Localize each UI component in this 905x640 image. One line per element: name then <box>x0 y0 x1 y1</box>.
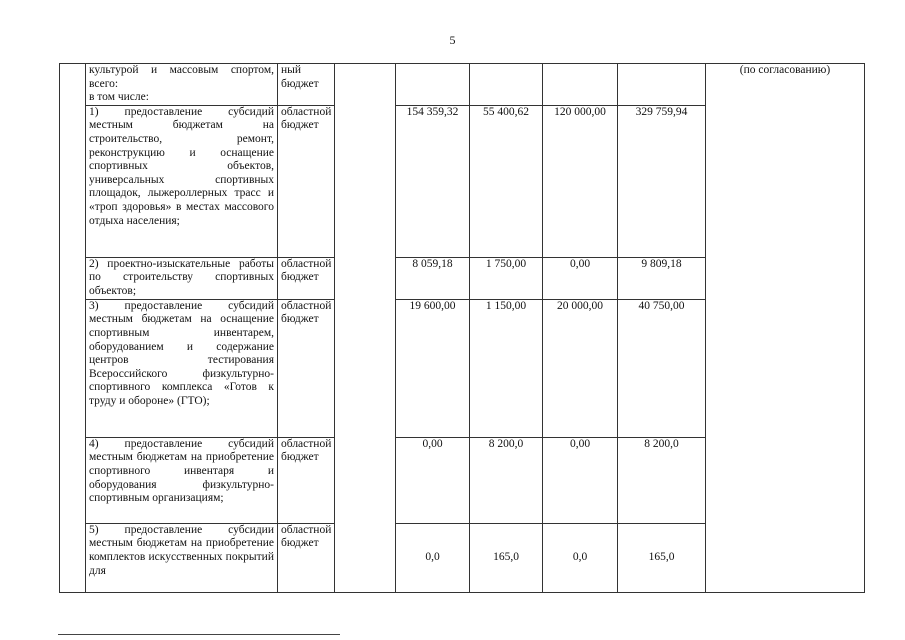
row-value-2: 1 150,00 <box>470 299 543 437</box>
row-value-1: 8 059,18 <box>396 257 470 299</box>
row-funding-source: областной бюджет <box>278 523 335 592</box>
row-value-3: 0,0 <box>543 523 618 592</box>
row-value-2: 8 200,0 <box>470 437 543 523</box>
table-body <box>60 64 865 593</box>
row-value-3: 0,00 <box>543 257 618 299</box>
table-row <box>60 64 865 106</box>
row-value-1: 0,00 <box>396 437 470 523</box>
row-value-1: 19 600,00 <box>396 299 470 437</box>
row-funding-source: ный бюджет <box>278 64 335 106</box>
executor-note: (по согласованию) <box>706 64 865 593</box>
row-value-3 <box>543 64 618 106</box>
row-funding-source: областной бюджет <box>278 437 335 523</box>
row-funding-source: областной бюджет <box>278 299 335 437</box>
row-value-total: 329 759,94 <box>618 105 706 257</box>
footer-rule <box>58 634 340 635</box>
row-value-1: 154 359,32 <box>396 105 470 257</box>
row-value-total <box>618 64 706 106</box>
row-value-2: 1 750,00 <box>470 257 543 299</box>
row-value-1 <box>396 64 470 106</box>
row-description: 4) предоставление субсидий местным бюджетам на приобретение спортивного инвентаря и оборудования физкультурно-спортивным организациям; <box>86 437 278 523</box>
page-number: 5 <box>449 33 456 47</box>
row-value-3: 120 000,00 <box>543 105 618 257</box>
row-funding-source: областной бюджет <box>278 105 335 257</box>
row-value-2 <box>470 64 543 106</box>
row-value-3: 0,00 <box>543 437 618 523</box>
row-description: 3) предоставление субсидий местным бюджетам на оснащение спортивным инвентарем, оборудованием и содержание центров тестирования Всероссийского физкультурно-спортивного комплекса «Готов к труду и обороне» (ГТО); <box>86 299 278 437</box>
row-value-1: 0,0 <box>396 523 470 592</box>
empty-gap-cell <box>335 64 396 593</box>
row-description: 2) проектно-изыскательные работы по строительству спортивных объектов; <box>86 257 278 299</box>
row-description: 1) предоставление субсидий местным бюджетам на строительство, ремонт, реконструкцию и оснащение спортивных объектов, универсальных спортивных площадок, лыжероллерных трасс и «троп здоровья» в местах массового отдыха населения; <box>86 105 278 257</box>
empty-index-cell <box>60 64 86 593</box>
row-description: 5) предоставление субсидии местным бюджетам на приобретение комплектов искусственных покрытий для <box>86 523 278 592</box>
row-value-total: 40 750,00 <box>618 299 706 437</box>
row-value-2: 165,0 <box>470 523 543 592</box>
budget-table <box>59 63 865 593</box>
row-value-total: 165,0 <box>618 523 706 592</box>
row-value-total: 9 809,18 <box>618 257 706 299</box>
row-value-2: 55 400,62 <box>470 105 543 257</box>
row-description: культурой и массовым спортом, всего: в том числе: <box>86 64 278 106</box>
row-funding-source: областной бюджет <box>278 257 335 299</box>
row-value-3: 20 000,00 <box>543 299 618 437</box>
row-value-total: 8 200,0 <box>618 437 706 523</box>
